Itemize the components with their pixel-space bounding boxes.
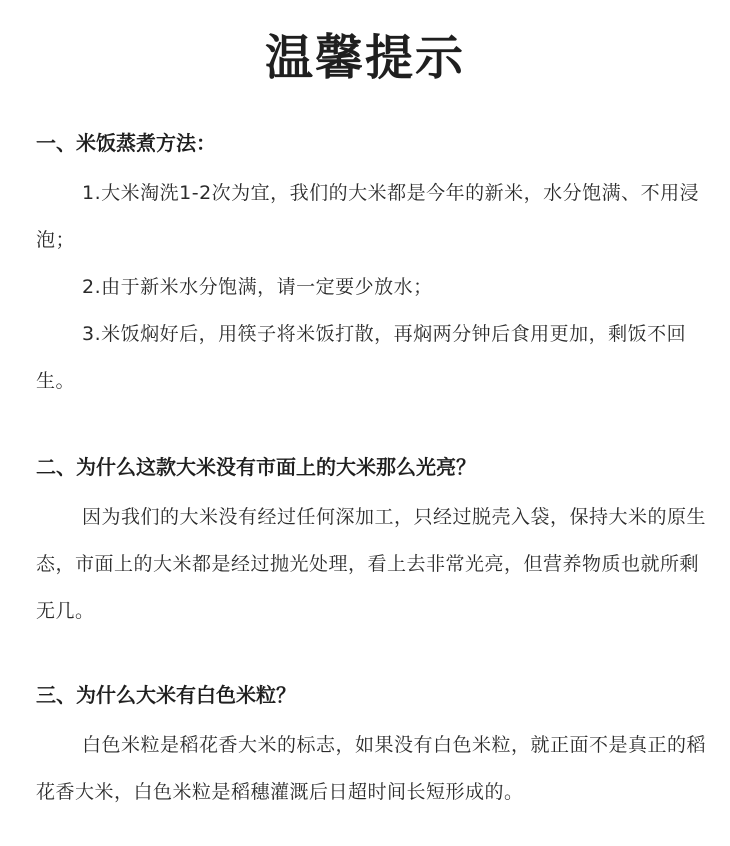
paragraph: 因为我们的大米没有经过任何深加工，只经过脱壳入袋，保持大米的原生态，市面上的大米都是经过抛光处理，看上去非常光亮，但营养物质也就所剩无几。 [36,506,707,622]
paragraph: 白色米粒是稻花香大米的标志，如果没有白色米粒，就正面不是真正的稻花香大米，白色米粒是稻穗灌溉后日超时间长短形成的。 [36,734,707,803]
section-white-grains [36,680,706,816]
section-heading: 三、为什么大米有白色米粒？ [36,683,296,707]
section-heading: 二、为什么这款大米没有市面上的大米那么光亮？ [36,455,476,479]
page-title: 温馨提示 [264,30,465,86]
section-heading: 一、米饭蒸煮方法： [36,131,216,155]
paragraph: 2.由于新米水分饱满，请一定要少放水； [82,276,433,298]
paragraph: 1.大米淘洗1-2次为宜，我们的大米都是今年的新米，水分饱满、不用浸泡； [36,182,700,251]
paragraph: 3.米饭焖好后，用筷子将米饭打散，再焖两分钟后食用更加，剩饭不回生。 [36,323,687,392]
section-why-not-shiny [36,452,706,635]
section-cooking-method [36,128,706,405]
